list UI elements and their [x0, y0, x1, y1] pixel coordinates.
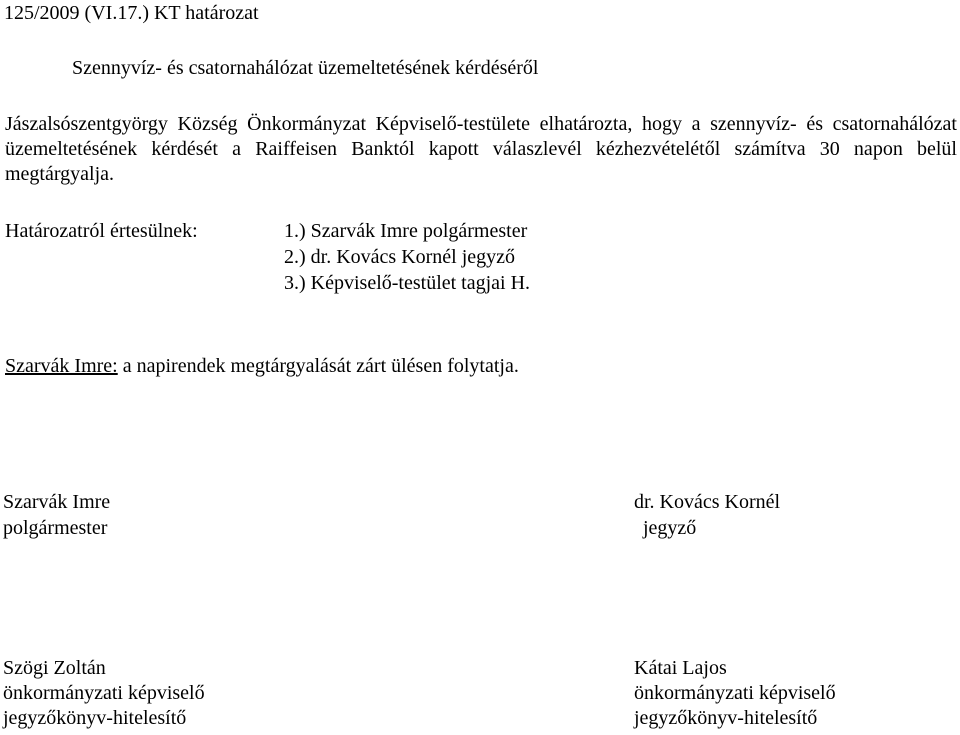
authenticator-right-function: jegyzőkönyv-hitelesítő — [634, 707, 818, 729]
notify-item: 2.) dr. Kovács Kornél jegyző — [284, 246, 516, 268]
notify-list — [284, 219, 530, 297]
signature-right-name: dr. Kovács Kornél — [634, 491, 781, 513]
signature-left-name: Szarvák Imre — [3, 491, 111, 513]
resolution-subject: Szennyvíz- és csatornahálózat üzemeltetésének kérdéséről — [72, 57, 539, 79]
statement — [5, 354, 519, 379]
resolution-number: 125/2009 (VI.17.) KT határozat — [4, 2, 259, 24]
notify-label: Határozatról értesülnek: — [5, 220, 198, 242]
authenticator-left-function: jegyzőkönyv-hitelesítő — [3, 707, 187, 729]
authenticator-left-role: önkormányzati képviselő — [3, 682, 205, 704]
authenticator-right-name: Kátai Lajos — [634, 657, 727, 679]
resolution-body-text: Jászalsószentgyörgy Község Önkormányzat Képviselő-testülete elhatározta, hogy a szennyvíz- és csatornahálózat üzemeltetésének kérdését a Raiffeisen Banktól kapott válaszlevél kézhezvételétől számítva 30 napon belül megtárgyalja. — [5, 113, 957, 185]
notify-item: 1.) Szarvák Imre polgármester — [284, 220, 528, 242]
signature-left-title: polgármester — [3, 517, 108, 539]
signature-right-title: jegyző — [643, 517, 697, 539]
statement-text: a napirendek megtárgyalását zárt ülésen folytatja. — [117, 355, 519, 377]
authenticator-left-name: Szögi Zoltán — [3, 657, 106, 679]
notify-item: 3.) Képviselő-testület tagjai H. — [284, 272, 531, 294]
authenticator-right-role: önkormányzati képviselő — [634, 682, 836, 704]
statement-speaker: Szarvák Imre: — [5, 355, 118, 377]
